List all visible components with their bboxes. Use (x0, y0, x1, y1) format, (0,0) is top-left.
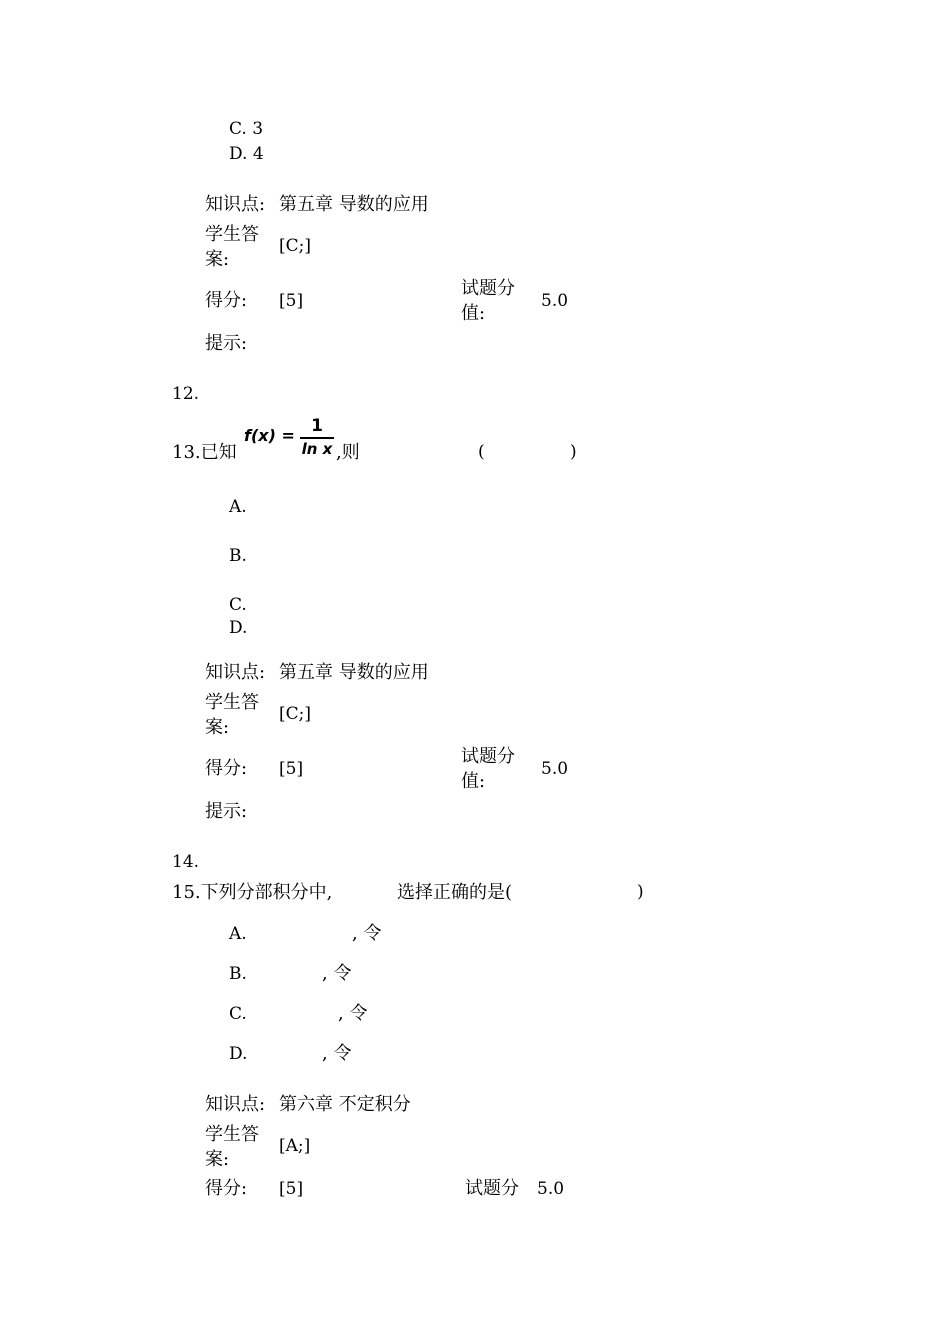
q15-option-a-suffix: , 令 (352, 923, 382, 944)
q13-formula-lhs: f(x) = (244, 426, 295, 445)
q15-option-d-suffix: , 令 (322, 1043, 352, 1064)
q11-knowledge-value: 第五章 导数的应用 (279, 194, 429, 215)
q13-option-b: B. (229, 546, 247, 566)
q11-answer-label-cont: 案: (205, 249, 230, 270)
q13-formula-fraction (300, 416, 334, 458)
q11-hint-label: 提示: (205, 333, 248, 354)
q15-paren-close: ) (637, 882, 644, 902)
q12-number: 12. (172, 384, 200, 404)
q15-value-value: 5.0 (537, 1179, 565, 1199)
q15-option-c-suffix: , 令 (338, 1003, 368, 1024)
q13-option-d: D. (229, 618, 248, 638)
q13-paren-open: ( (478, 442, 485, 462)
q15-stem-middle: 选择正确的是( (397, 882, 513, 903)
q13-answer-label: 学生答 (205, 692, 259, 713)
q13-knowledge-value: 第五章 导数的应用 (279, 662, 429, 683)
q15-option-c-label: C. (229, 1004, 247, 1024)
q15-answer-label: 学生答 (205, 1124, 259, 1145)
q15-option-b-label: B. (229, 964, 247, 984)
q11-knowledge-label: 知识点: (205, 194, 266, 215)
q15-value-label: 试题分 (465, 1178, 519, 1199)
q15-option-a-label: A. (229, 924, 247, 944)
q13-value-label: 试题分 (461, 746, 515, 767)
q13-score-label: 得分: (205, 758, 248, 779)
q11-option-c: C. 3 (229, 119, 264, 139)
q11-value-label: 试题分 (461, 278, 515, 299)
q13-option-c: C. (229, 595, 247, 615)
q14-number: 14. (172, 852, 200, 872)
q13-stem-suffix: ,则 (336, 442, 360, 463)
q13-value-value: 5.0 (541, 759, 569, 779)
q11-score-value: [5] (279, 291, 304, 311)
q15-answer-value: [A;] (279, 1136, 311, 1156)
q13-score-value: [5] (279, 759, 304, 779)
q11-answer-label: 学生答 (205, 224, 259, 245)
q11-value-label-cont: 值: (461, 303, 486, 324)
q15-score-value: [5] (279, 1179, 304, 1199)
q11-option-d: D. 4 (229, 144, 264, 164)
q15-score-label: 得分: (205, 1178, 248, 1199)
q13-formula-denominator: ln x (301, 440, 333, 458)
q11-value-value: 5.0 (541, 291, 569, 311)
q15-stem-prefix: 15.下列分部积分中, (172, 882, 333, 903)
q13-formula-numerator: 1 (311, 416, 323, 436)
q15-knowledge-value: 第六章 不定积分 (279, 1094, 411, 1115)
q15-knowledge-label: 知识点: (205, 1094, 266, 1115)
q13-option-a: A. (229, 497, 247, 517)
q15-answer-label-cont: 案: (205, 1149, 230, 1170)
q13-answer-value: [C;] (279, 704, 311, 724)
q13-hint-label: 提示: (205, 801, 248, 822)
q15-option-d-label: D. (229, 1044, 248, 1064)
q13-stem-prefix: 13.已知 (172, 442, 237, 463)
q13-paren-close: ) (570, 442, 577, 462)
q13-knowledge-label: 知识点: (205, 662, 266, 683)
q11-score-label: 得分: (205, 290, 248, 311)
fraction-bar (300, 437, 334, 439)
q13-value-label-cont: 值: (461, 771, 486, 792)
q11-answer-value: [C;] (279, 236, 311, 256)
q15-option-b-suffix: , 令 (322, 963, 352, 984)
q13-answer-label-cont: 案: (205, 717, 230, 738)
